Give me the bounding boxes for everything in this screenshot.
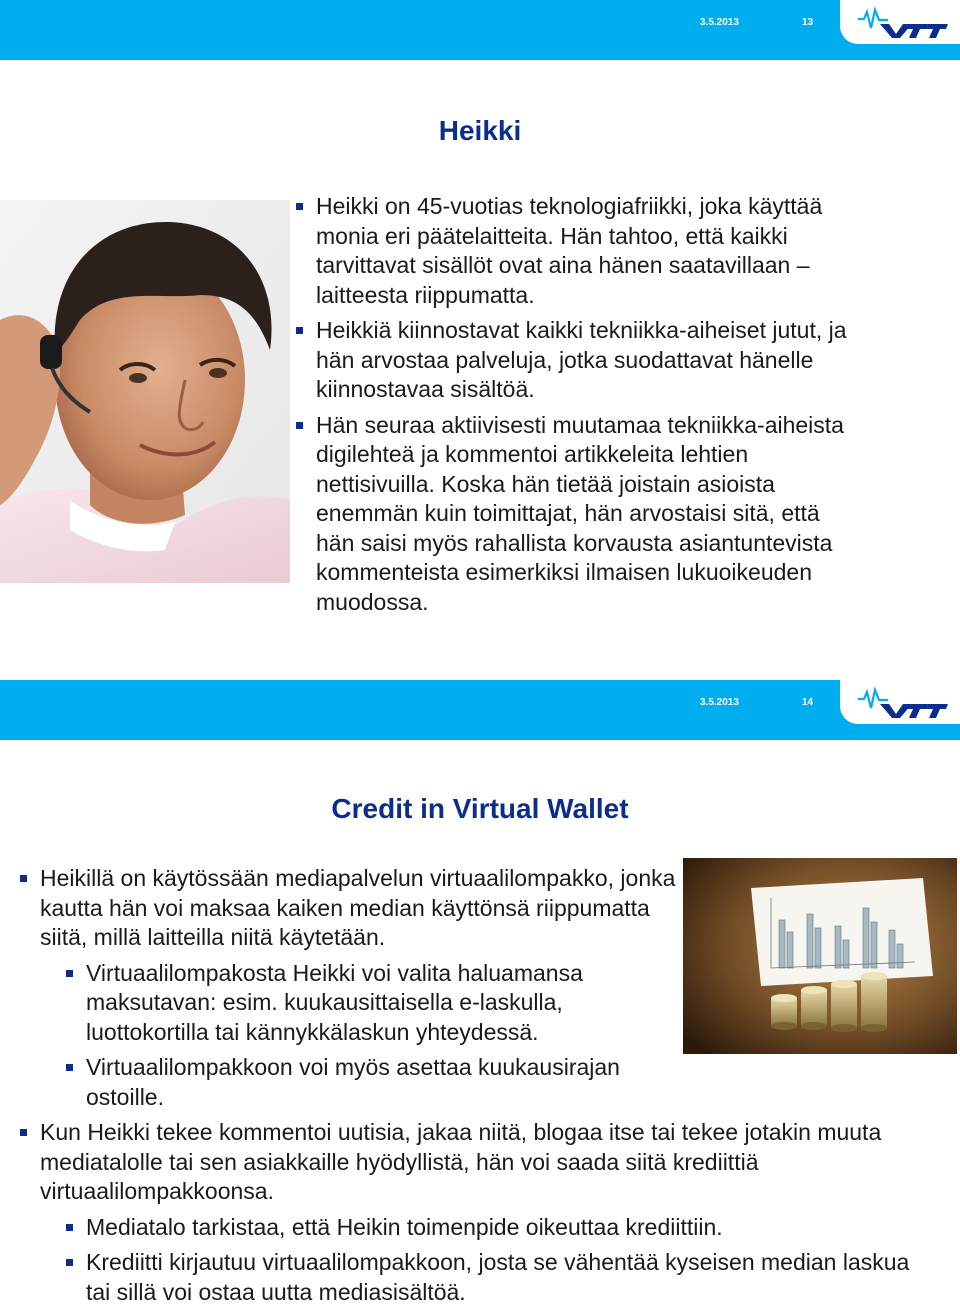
bullet-item: Hän seuraa aktiivisesti muutamaa tekniikka-aiheista digilehteä ja kommentoi artikkeleita lehtien nettisivuilla. Koska hän tietää joistain asioista enemmän kuin toimittajat, hän arvostaisi sitä, että hän saisi myös rahallista korvausta asiantuntevista kommenteista esimerkiksi ilmaisen lukuoikeuden muodossa. [296, 411, 856, 618]
bullet-list [20, 864, 920, 1307]
vtt-logo-icon [858, 6, 950, 38]
slide-title: Heikki [438, 115, 522, 146]
sub-bullet-item: Mediatalo tarkistaa, että Heikin toimenpide oikeuttaa krediittiin. [66, 1213, 920, 1243]
slide-page-number: 14 [802, 697, 814, 708]
header-bar [0, 0, 960, 60]
bullet-item: Heikillä on käytössään mediapalvelun virtuaalilompakko, jonka kautta hän voi maksaa kaiken median käyttönsä riippumatta siitä, millä laitteilla niitä käytetään. [20, 864, 680, 953]
bullet-item: Heikki on 45-vuotias teknologiafriikki, joka käyttää monia eri päätelaitteita. Hän tahtoo, että kaikki tarvittavat sisällöt ovat aina hänen saatavillaan – laitteesta riippumatta. [296, 192, 856, 310]
slide-title: Credit in Virtual Wallet [331, 793, 629, 824]
bullet-item: Kun Heikki tekee kommentoi uutisia, jakaa niitä, blogaa itse tai tekee jotakin muuta mediatalolle tai sen asiakkaille hyödyllistä, hän voi saada siitä krediittiä virtuaalilompakkoonsa. [20, 1118, 920, 1207]
slide-date: 3.5.2013 [700, 17, 739, 28]
sub-bullet-item: Virtuaalilompakosta Heikki voi valita haluamansa maksutavan: esim. kuukausittaisella e-laskulla, luottokortilla tai kännykkälaskun yhteydessä. [66, 959, 680, 1048]
sub-bullet-item: Krediitti kirjautuu virtuaalilompakkoon, josta se vähentää kyseisen median laskua tai sillä voi ostaa uutta mediasisältöä. [66, 1248, 920, 1307]
vtt-logo-icon [858, 686, 950, 718]
man-with-headset-photo [0, 200, 290, 583]
bullet-list [296, 192, 856, 617]
header-bar [0, 680, 960, 740]
slide-page-number: 13 [802, 17, 814, 28]
slide-date: 3.5.2013 [700, 697, 739, 708]
vtt-logo [840, 680, 960, 724]
vtt-logo [840, 0, 960, 44]
sub-bullet-item: Virtuaalilompakkoon voi myös asettaa kuukausirajan ostoille. [66, 1053, 680, 1112]
bullet-item: Heikkiä kiinnostavat kaikki tekniikka-aiheiset jutut, ja hän arvostaa palveluja, jotka suodattavat hänelle kiinnostavaa sisältöä. [296, 316, 856, 405]
